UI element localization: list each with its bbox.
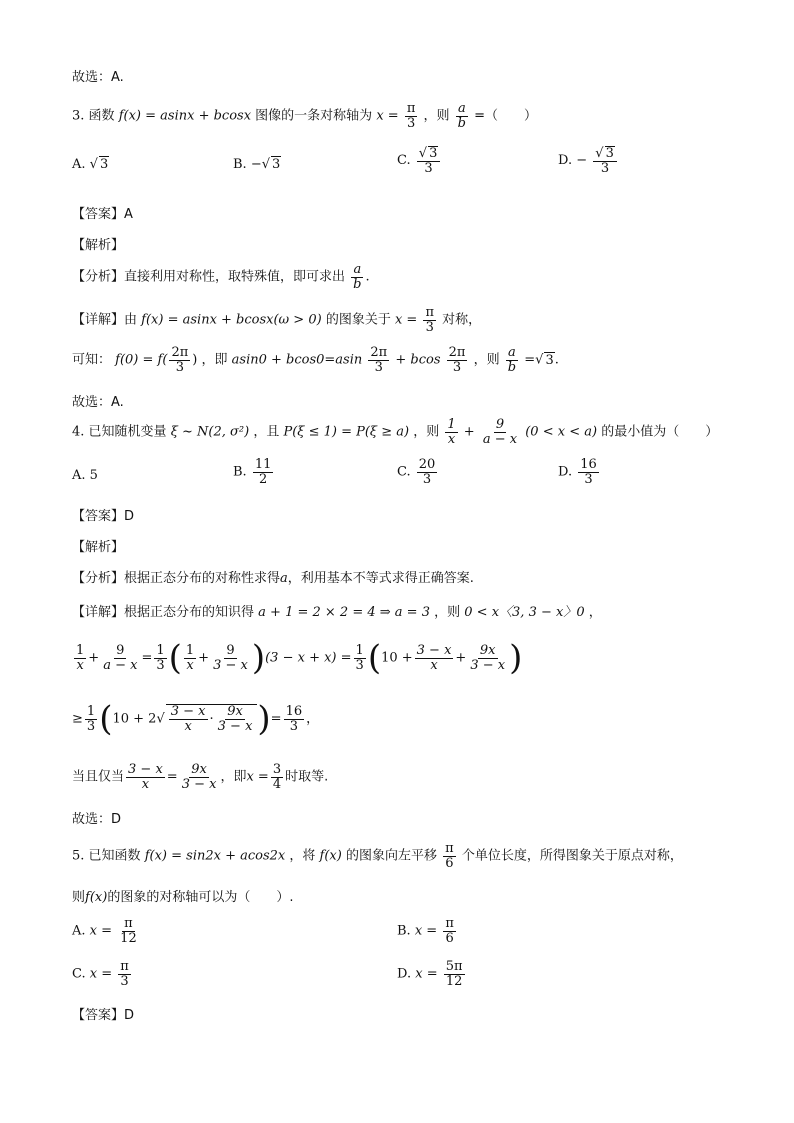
prev-final-answer: 故选：A. bbox=[72, 70, 124, 85]
q5-stem-line1: 5. 已知函数 f(x) = sin2x + acos2x ，将 f(x) 的图象向左平移 $\frac{\pi}{6}$ 个单位长度，所得图象关于原点对称， bbox=[72, 841, 683, 871]
q4-detail-line4: 当且仅当 $\frac{3 - x}{x}$ = $\frac{9x}{3 - x}$ ，即x = $\frac{3}{4}$ 时取等. bbox=[72, 762, 329, 792]
q5-answer: 【答案】D bbox=[72, 1008, 135, 1023]
q4-option-a[interactable]: A. 5 bbox=[72, 468, 98, 483]
q3-analysis-heading: 【解析】 bbox=[72, 238, 125, 253]
q3-final-answer: 故选：A. bbox=[72, 395, 124, 410]
q4-analysis-heading: 【解析】 bbox=[72, 540, 125, 555]
q5-option-c[interactable]: C. x = $\frac{\pi}{3}$ bbox=[72, 959, 129, 989]
q4-answer: 【答案】D bbox=[72, 509, 135, 524]
q4-fenxi: 【分析】根据正态分布的对称性求得a，利用基本不等式求得正确答案. bbox=[72, 571, 474, 586]
q3-function: f(x) = asinx + bcosx bbox=[118, 108, 252, 124]
q4-option-c[interactable]: C. $\frac{20}{3}$ bbox=[397, 457, 436, 487]
q4-final-answer: 故选：D bbox=[72, 812, 122, 827]
q3-answer: 【答案】A bbox=[72, 207, 133, 222]
q4-stem: 4. 已知随机变量 ξ ~ N(2, σ²) ，且 P(ξ ≤ 1) = P(ξ ≥ a) ，则 $\frac{1}{x}$ + $\frac{9}{a - x}$ (0 < x < a) 的最小值为（ ） bbox=[72, 417, 719, 447]
q4-detail-line1: 【详解】根据正态分布的知识得 a + 1 = 2 × 2 = 4 ⇒ a = 3 ，则 0 < x〈3, 3 − x〉0 ， bbox=[72, 605, 602, 620]
q3-fenxi: 【分析】直接利用对称性，取特殊值，即可求出 $\frac{a}{b}$ . bbox=[72, 262, 370, 292]
q4-detail-line3: ≥ $\frac{1}{3}$ (10 + 2√ $\frac{3 - x}{x}$ · $\frac{9x}{3 - x}$ )= $\frac{16}{3}$ ， bbox=[72, 699, 320, 740]
q3-number: 3. bbox=[72, 108, 85, 124]
q5-option-b[interactable]: B. x = $\frac{\pi}{6}$ bbox=[397, 916, 454, 946]
q3-stem: 3. 函数 f(x) = asinx + bcosx 图像的一条对称轴为 x = $\frac{\pi}{3}$ ，则 $\frac{a}{b}$ =（ ） bbox=[72, 101, 538, 131]
q5-stem-line2: 则f(x)的图象的对称轴可以为（ ）. bbox=[72, 890, 294, 905]
q4-detail-line2: $\frac{1}{x}$ + $\frac{9}{a - x}$ = $\frac{1}{3}$ ( $\frac{1}{x}$ + $\frac{9}{3 - x}$ )(3 − x + x) = $\frac{1}{3}$ (10 + $\frac{3 - x}{x}$ + $\frac{9x}{3 - x}$ ) bbox=[76, 638, 523, 679]
q5-option-a[interactable]: A. x = $\frac{\pi}{12}$ bbox=[72, 916, 137, 946]
q4-option-d[interactable]: D. $\frac{16}{3}$ bbox=[558, 457, 597, 487]
q5-number: 5. bbox=[72, 848, 85, 864]
q3-option-d[interactable]: D. − $\frac{√ 3}{3}$ bbox=[558, 146, 619, 175]
q4-number: 4. bbox=[72, 424, 85, 440]
q4-option-b[interactable]: B. $\frac{11}{2}$ bbox=[233, 457, 272, 487]
q3-option-a[interactable]: A. √ 3 bbox=[72, 157, 109, 172]
q3-option-c[interactable]: C. $\frac{√ 3}{3}$ bbox=[397, 146, 442, 175]
q3-detail-line1: 【详解】由 f(x) = asinx + bcosx(ω > 0) 的图象关于 x = $\frac{\pi}{3}$ 对称， bbox=[72, 305, 482, 335]
q5-option-d[interactable]: D. x = $\frac{5\pi}{12}$ bbox=[397, 959, 463, 989]
q3-option-b[interactable]: B. −√ 3 bbox=[233, 157, 281, 172]
q3-detail-line2: 可知： f(0) = f( $\frac{2\pi}{3}$ ) ，即 asin0 + bcos0=asin $\frac{2\pi}{3}$ + bcos $\frac{2\pi}{3}$ ，则 $\frac{a}{b}$ =√ 3. bbox=[72, 345, 559, 375]
